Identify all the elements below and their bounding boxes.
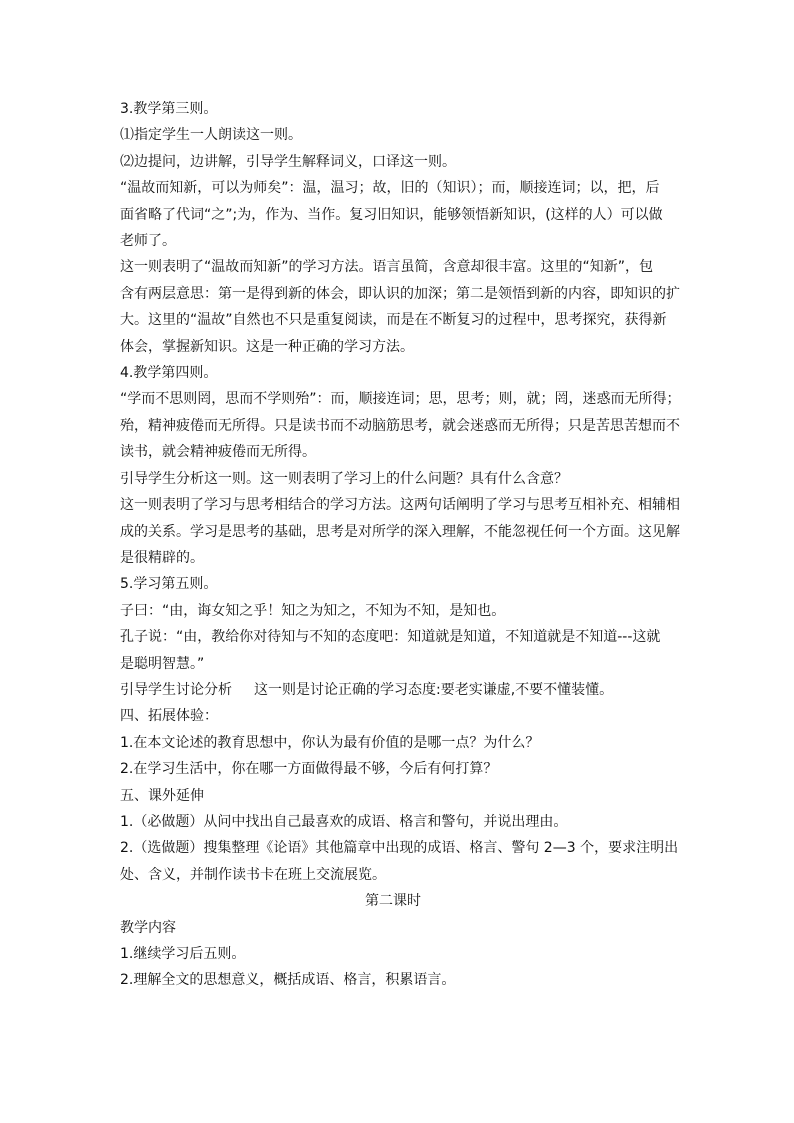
document-page <box>120 96 681 994</box>
text-line: 是聪明智慧。” <box>120 655 205 672</box>
text-line: 孔子说：“由，教给你对待知与不知的态度吧：知道就是知道，不知道就是不知道---这就 <box>120 629 661 646</box>
text-line: 2.（选做题）搜集整理《论语》其他篇章中出现的成语、格言、警句 2—3 个，要求注明出 <box>120 840 679 857</box>
text-line: 1.继续学习后五则。 <box>120 946 246 962</box>
text-line: 这一则表明了“温故而知新”的学习方法。语言虽简，含意却很丰富。这里的“知新”，包 <box>120 259 654 276</box>
analysis-label: 引导学生讨论分析 <box>120 681 232 698</box>
text-line: 含有两层意思：第一是得到新的体会，即认识的加深；第二是领悟到新的内容，即知识的扩 <box>120 285 680 302</box>
text-line: “学而不思则罔，思而不学则殆”：而，顺接连词；思，思考；则，就；罔，迷惑而无所得； <box>120 391 681 408</box>
text-line: 2.在学习生活中，你在哪一方面做得最不够，今后有何打算？ <box>120 761 498 778</box>
text-line: ⑵边提问，边讲解，引导学生解释词义，口译这一则。 <box>120 153 456 170</box>
heading-line: 四、拓展体验： <box>120 708 218 725</box>
text-line: “温故而知新，可以为师矣”：温，温习；故，旧的（知识）；而，顺接连词；以，把，后 <box>120 180 660 197</box>
text-line: 5.学习第五则。 <box>120 576 218 593</box>
heading-line: 五、课外延伸 <box>120 787 204 804</box>
text-line: 处、含义，并制作读书卡在班上交流展览。 <box>120 866 386 883</box>
text-line: 子曰：“由，诲女知之乎！知之为知之，不知为不知，是知也。 <box>120 602 506 619</box>
section-title: 第二课时 <box>365 893 421 910</box>
text-line: 这一则表明了学习与思考相结合的学习方法。这两句话阐明了学习与思考互相补充、相辅相 <box>120 497 680 514</box>
text-line: 读书，就会精神疲倦而无所得。 <box>120 444 316 461</box>
text-line: 1.（必做题）从问中找出自己最喜欢的成语、格言和警句，并说出理由。 <box>120 813 568 830</box>
heading-line: 教学内容 <box>120 919 176 936</box>
text-line: 4.教学第四则。 <box>120 365 218 382</box>
text-line: 殆，精神疲倦而无所得。只是读书而不动脑筋思考，就会迷惑而无所得；只是苦思苦想而不 <box>120 417 680 434</box>
analysis-text: 这一则是讨论正确的学习态度:要老实谦虚,不要不懂装懂。 <box>254 681 614 698</box>
text-line: 老师了。 <box>120 233 176 250</box>
text-line: 1.在本文论述的教育思想中，你认为最有价值的是哪一点？为什么？ <box>120 734 540 751</box>
text-line: 体会，掌握新知识。这是一种正确的学习方法。 <box>120 338 414 355</box>
text-line: ⑴指定学生一人朗读这一则。 <box>120 127 302 144</box>
text-line: 引导学生分析这一则。这一则表明了学习上的什么问题？具有什么含意？ <box>120 470 568 487</box>
text-line: 面省略了代词“之”;为，作为、当作。复习旧知识，能够领悟新知识，(这样的人）可以做 <box>120 206 663 223</box>
text-line: 成的关系。学习是思考的基础，思考是对所学的深入理解，不能忽视任何一个方面。这见解 <box>120 523 680 540</box>
analysis-line <box>120 677 676 703</box>
text-line: 是很精辟的。 <box>120 549 204 566</box>
text-line: 大。这里的“温故”自然也不只是重复阅读，而是在不断复习的过程中，思考探究，获得新 <box>120 312 667 329</box>
text-line: 2.理解全文的思想意义，概括成语、格言，积累语言。 <box>120 972 456 989</box>
text-line: 3.教学第三则。 <box>120 101 218 117</box>
